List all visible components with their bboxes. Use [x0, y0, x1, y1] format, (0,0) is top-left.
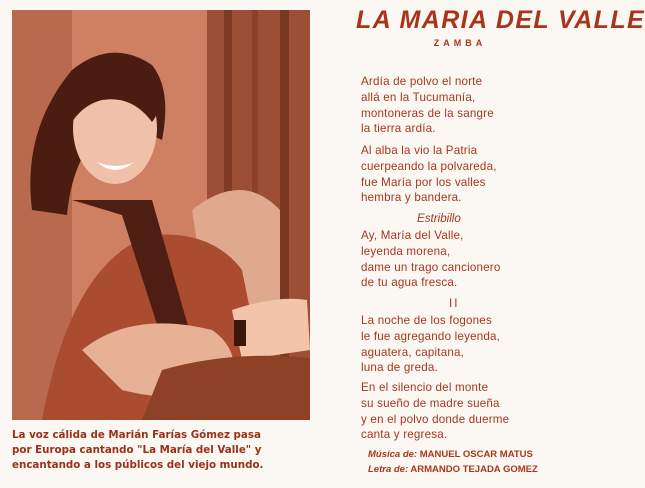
stanza-3: [361, 313, 500, 376]
lyric-line: allá en la Tucumanía,: [361, 90, 476, 104]
caption-line: por Europa cantando "La María del Valle" y: [12, 444, 262, 456]
stanza-ii-heading: II: [449, 297, 460, 310]
caption-line: La voz cálida de Marián Farías Gómez pasa: [12, 429, 261, 441]
lyric-line: montoneras de la sangre: [361, 106, 494, 120]
lyric-line: y en el polvo donde duerme: [361, 412, 510, 426]
stanza-4: [361, 380, 509, 443]
lyrics-credit-author: ARMANDO TEJADA GOMEZ: [410, 464, 538, 475]
music-credit: [368, 449, 533, 460]
lyric-line: canta y regresa.: [361, 428, 448, 442]
stanza-2: [361, 143, 497, 206]
song-title: LA MARIA DEL VALLE: [356, 6, 645, 34]
lyric-line: luna de greda.: [361, 361, 438, 375]
lyric-line: Ay, María del Valle,: [361, 229, 464, 242]
lyric-line: hembra y bandera.: [361, 191, 462, 205]
chorus-stanza: [361, 228, 501, 291]
photo-caption: [12, 428, 312, 473]
lyric-line: la tierra ardía.: [361, 122, 436, 136]
music-credit-label: Música de:: [368, 449, 418, 460]
song-genre: ZAMBA: [433, 38, 487, 48]
lyric-line: aguatera, capitana,: [361, 345, 465, 359]
lyric-line: En el silencio del monte: [361, 381, 489, 394]
lyric-line: su sueño de madre sueña: [361, 396, 500, 410]
lyrics-credit-label: Letra de:: [368, 464, 409, 475]
caption-line: encantando a los públicos del viejo mundo.: [12, 459, 264, 471]
lyrics-credit: [368, 464, 538, 475]
lyric-line: dame un trago cancionero: [361, 260, 501, 274]
portrait-photo: [12, 10, 310, 420]
lyric-line: fue María por los valles: [361, 175, 486, 189]
stanza-1: [361, 74, 494, 137]
lyric-line: La noche de los fogones: [361, 314, 492, 327]
lyric-line: Al alba la vio la Patria: [361, 144, 478, 157]
lyric-line: Ardía de polvo el norte: [361, 75, 483, 88]
lyric-line: de tu agua fresca.: [361, 276, 458, 290]
chorus-heading: Estribillo: [417, 212, 461, 225]
lyric-line: le fue agregando leyenda,: [361, 329, 501, 343]
music-credit-author: MANUEL OSCAR MATUS: [419, 449, 533, 460]
portrait-illustration: [12, 10, 310, 420]
lyric-line: cuerpeando la polvareda,: [361, 159, 497, 173]
lyric-line: leyenda morena,: [361, 244, 451, 258]
